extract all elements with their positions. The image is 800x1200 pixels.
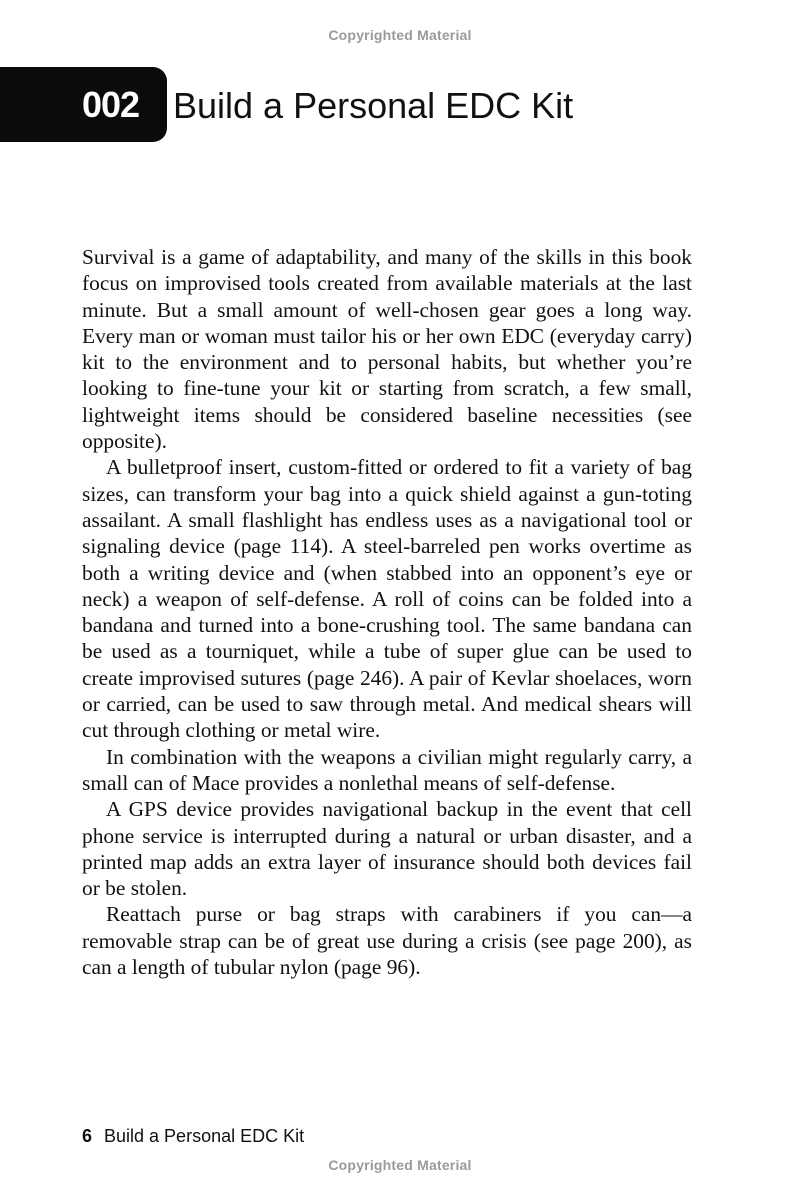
body-text [82,244,692,980]
body-paragraph-5: Reattach purse or bag straps with carabiners if you can—a removable strap can be of great use during a crisis (see page 200), as can a length of tubular nylon (page 96). [82,902,692,980]
body-paragraph-1: Survival is a game of adaptability, and many of the skills in this book focus on improvised tools created from available materials at the last minute. But a small amount of well-chosen gear goes a long way. Every man or woman must tailor his or her own EDC (everyday carry) kit to the environment and to personal habits, but whether you’re looking to fine-tune your kit or starting from scratch, a few small, lightweight items should be considered baseline necessities (see opposite). [82,245,692,454]
page-number: 6 [82,1126,93,1146]
body-paragraph-2: A bulletproof insert, custom-fitted or ordered to fit a variety of bag sizes, can transform your bag into a quick shield against a gun-toting assailant. A small flashlight has endless uses as a navigational tool or signaling device (page 114). A steel-barreled pen works overtime as both a writing device and (when stabbed into an opponent’s eye or neck) a weapon of self-defense. A roll of coins can be folded into a bandana and turned into a bone-crushing tool. The same bandana can be used as a tourniquet, while a tube of super glue can be used to create improvised sutures (page 246). A pair of Kevlar shoelaces, worn or carried, can be used to saw through metal. And medical shears will cut through clothing or metal wire. [82,455,692,743]
copyright-watermark-top: Copyrighted Material [328,27,472,43]
copyright-watermark-bottom: Copyrighted Material [328,1157,472,1173]
chapter-title: Build a Personal EDC Kit [173,85,574,126]
body-paragraph-3: In combination with the weapons a civilian might regularly carry, a small can of Mace provides a nonlethal means of self-defense. [82,744,692,795]
body-paragraph-4: A GPS device provides navigational backup in the event that cell phone service is interrupted during a natural or urban disaster, and a printed map adds an extra layer of insurance should both devices fail or be stolen. [82,797,692,901]
chapter-number: 002 [82,84,140,125]
page-footer [82,1124,304,1148]
running-title: Build a Personal EDC Kit [104,1126,305,1146]
